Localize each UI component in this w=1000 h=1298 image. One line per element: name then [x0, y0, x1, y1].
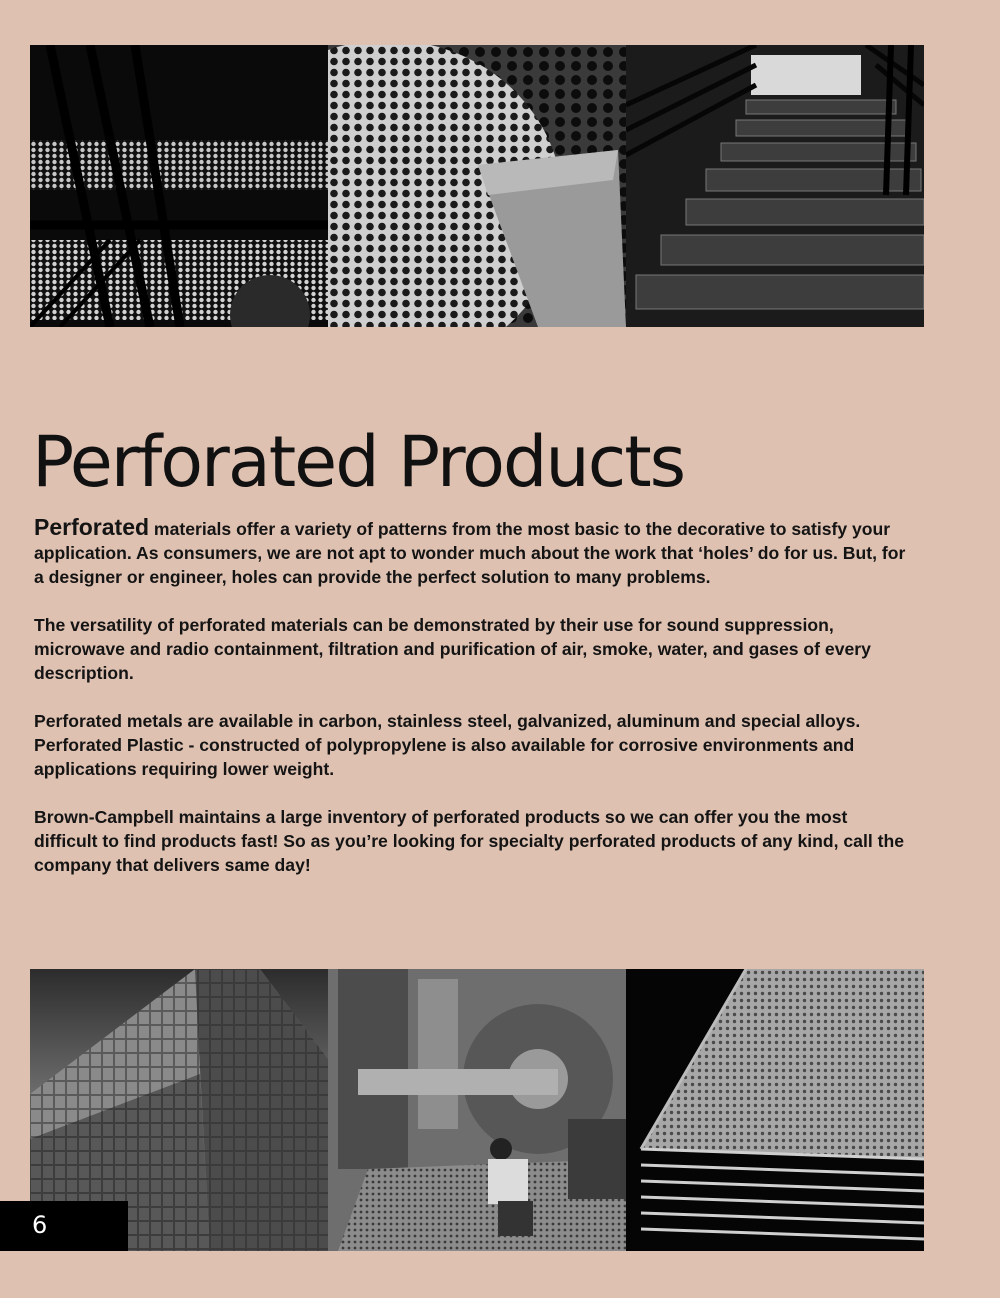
paragraph-inventory: Brown-Campbell maintains a large inventory of perforated products so we can offer you the most difficult to find products fast! So as you’re looking for specialty perforated products of any kind, call the company that delivers same day!	[34, 807, 905, 875]
paragraph-materials: Perforated metals are available in carbon, stainless steel, galvanized, aluminum and special alloys. Perforated Plastic - constructed of polypropylene is also available for corrosive environments and applications requiring lower weight.	[34, 711, 861, 779]
intro-paragraph	[34, 515, 914, 589]
body-text	[34, 515, 914, 901]
perforated-tube-sheet-photo	[328, 45, 626, 327]
intro-text: materials offer a variety of patterns from the most basic to the decorative to satisfy your application. As consumers, we are not apt to wonder much about the work that ‘holes’ do for us. But, for a designer or engineer, holes can provide the perfect solution to many problems.	[34, 519, 906, 587]
perforating-press-worker-photo	[328, 969, 626, 1251]
perforated-stair-photo	[626, 45, 924, 327]
intro-lead-word: Perforated	[34, 514, 150, 540]
page-number-tab	[0, 1201, 128, 1251]
bottom-photo-strip	[30, 969, 924, 1251]
page-title: Perforated Products	[32, 421, 685, 503]
paragraph-versatility: The versatility of perforated materials can be demonstrated by their use for sound suppression, microwave and radio containment, filtration and purification of air, smoke, water, and gases of every description.	[34, 615, 871, 683]
perforated-sheet-stack-photo	[626, 969, 924, 1251]
top-photo-strip	[30, 45, 924, 327]
page-number: 6	[32, 1211, 48, 1239]
perforated-screen-photo	[30, 45, 328, 327]
